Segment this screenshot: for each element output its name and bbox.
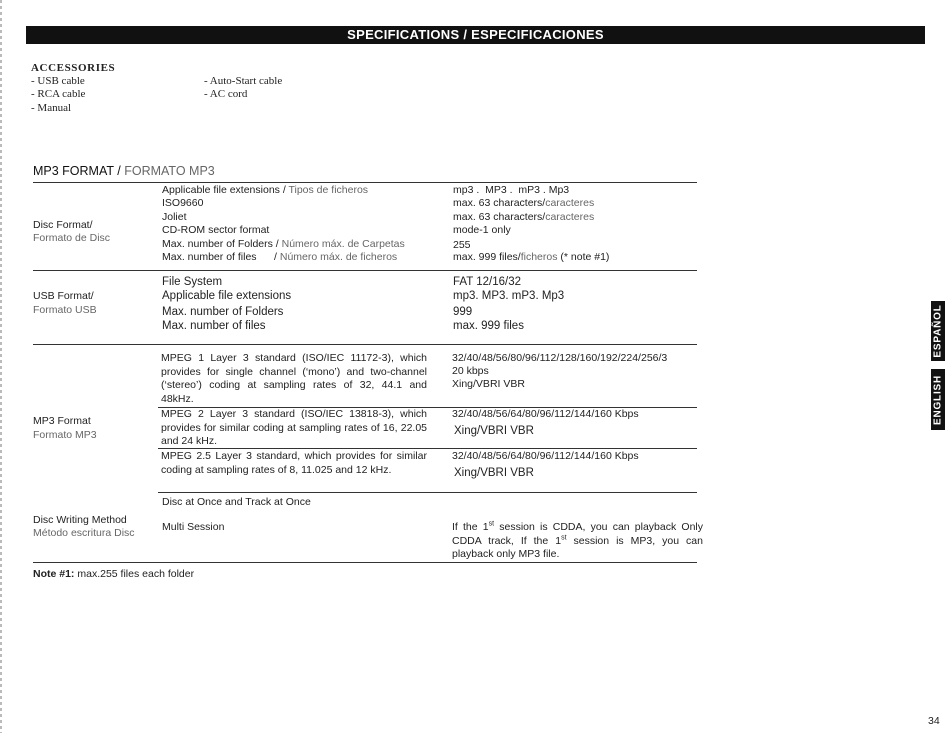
spec-value-es: caracteres	[545, 211, 595, 223]
disc-row-left	[162, 197, 203, 211]
mp3-section-title-es: FORMATO MP3	[124, 164, 215, 178]
spec-en: Joliet	[162, 211, 187, 223]
usb-row-right: 999	[453, 306, 473, 318]
mpeg2-description: MPEG 2 Layer 3 standard (ISO/IEC 13818-3), which provides for similar coding at sampling rates of 16, 22.05 and 24 kHz.	[161, 408, 427, 447]
mpeg1-bitrates-cont: 20 kbps	[452, 365, 489, 377]
mpeg25-description: MPEG 2.5 Layer 3 standard, which provides for similar coding at sampling rates of 8, 11.025 and 12 kHz.	[161, 450, 427, 476]
disc-format-label: Disc Format/	[33, 219, 93, 231]
spec-value: max. 999 files/	[453, 251, 521, 263]
disc-format-label-es: Formato de Disc	[33, 232, 111, 244]
spec-value: mode-1 only	[453, 224, 511, 236]
language-tab-english: ENGLISH	[931, 369, 945, 430]
page-title: SPECIFICATIONS / ESPECIFICACIONES	[26, 26, 925, 44]
multi-session-label: Multi Session	[162, 521, 225, 533]
language-tab-espanol: ESPAÑOL	[931, 301, 945, 361]
usb-row-left: Max. number of files	[162, 320, 266, 332]
mpeg2-bitrates: 32/40/48/56/64/80/96/112/144/160 Kbps	[452, 408, 639, 420]
spec-en: Max. number of files /	[162, 251, 277, 263]
mp3-format-label: MP3 Format	[33, 415, 91, 427]
mpeg25-bitrates: 32/40/48/56/64/80/96/112/144/160 Kbps	[452, 450, 639, 462]
disc-row-left	[162, 224, 269, 238]
spec-en: Applicable file extensions /	[162, 184, 286, 196]
disc-writing-label: Disc Writing Method	[33, 514, 127, 526]
page-number: 34	[928, 715, 940, 727]
table-rule	[33, 182, 697, 183]
multi-session-description: If the 1st session is CDDA, you can playback Only CDDA track, If the 1st session is MP3, you can playback only MP3 file.	[452, 520, 703, 560]
spec-value: max. 63 characters/	[453, 211, 546, 223]
spec-value: max. 63 characters/	[453, 197, 546, 209]
spec-en: CD-ROM sector format	[162, 224, 270, 236]
mpeg2-vbr: Xing/VBRI VBR	[454, 425, 534, 437]
page-edge-dotted-rule	[0, 0, 2, 733]
mp3-section-title-en: MP3 FORMAT /	[33, 164, 125, 178]
spec-es: Número máx. de Carpetas	[278, 238, 405, 250]
spec-value: mp3 . MP3 . mP3 . Mp3	[453, 184, 570, 196]
disc-row-left	[162, 211, 187, 225]
usb-row-left: Max. number of Folders	[162, 306, 284, 318]
usb-row-right: mp3. MP3. mP3. Mp3	[453, 290, 565, 302]
disc-row-left	[162, 184, 368, 198]
accessory-item: - RCA cable	[31, 88, 86, 100]
mpeg1-vbr: Xing/VBRI VBR	[452, 378, 525, 390]
spec-note-ref: (* note #1)	[557, 251, 610, 263]
spec-es: Tipos de ficheros	[285, 184, 369, 196]
disc-row-right	[453, 224, 511, 238]
accessory-item: - Auto-Start cable	[204, 75, 283, 87]
usb-row-left: Applicable file extensions	[162, 290, 292, 302]
usb-row-right: FAT 12/16/32	[453, 276, 521, 288]
accessories-heading: ACCESSORIES	[31, 62, 116, 74]
spec-es: Número máx. de ficheros	[276, 251, 398, 263]
table-rule	[33, 344, 697, 345]
footnote	[33, 568, 194, 580]
disc-writing-mode: Disc at Once and Track at Once	[162, 496, 311, 508]
mpeg1-bitrates: 32/40/48/56/80/96/112/128/160/192/224/256/3	[452, 352, 668, 364]
disc-row-left	[162, 238, 405, 252]
accessory-item: - Manual	[31, 102, 72, 114]
footnote-text: max.255 files each folder	[74, 568, 195, 580]
accessory-item: - USB cable	[31, 75, 85, 87]
disc-row-right	[453, 197, 594, 211]
footnote-label: Note #1:	[33, 568, 75, 580]
disc-writing-label-es: Método escritura Disc	[33, 527, 135, 539]
disc-row-right	[453, 251, 609, 265]
table-subrule	[158, 448, 697, 449]
mpeg1-description: MPEG 1 Layer 3 standard (ISO/IEC 11172-3), which provides for single channel (‘mono’) and two-channel (‘stereo’) coding at sampling rates of 32, 44.1 and 48kHz.	[161, 352, 427, 405]
mp3-section-title	[33, 164, 215, 178]
disc-row-right	[453, 184, 569, 198]
table-rule	[33, 270, 697, 271]
disc-row-right	[453, 211, 594, 225]
accessory-item: - AC cord	[204, 88, 248, 100]
spec-en: ISO9660	[162, 197, 204, 209]
usb-format-label-es: Formato USB	[33, 304, 97, 316]
usb-row-right: max. 999 files	[453, 320, 524, 332]
mpeg25-vbr: Xing/VBRI VBR	[454, 467, 534, 479]
spec-value: 255	[453, 239, 471, 251]
mp3-format-label-es: Formato MP3	[33, 429, 97, 441]
disc-row-left	[162, 251, 397, 265]
spec-value-es: caracteres	[545, 197, 595, 209]
spec-value-es: ficheros	[520, 251, 558, 263]
usb-row-left: File System	[162, 276, 223, 288]
usb-format-label: USB Format/	[33, 290, 94, 302]
table-subrule	[158, 492, 697, 493]
spec-en: Max. number of Folders /	[162, 238, 279, 250]
table-rule	[33, 562, 697, 563]
